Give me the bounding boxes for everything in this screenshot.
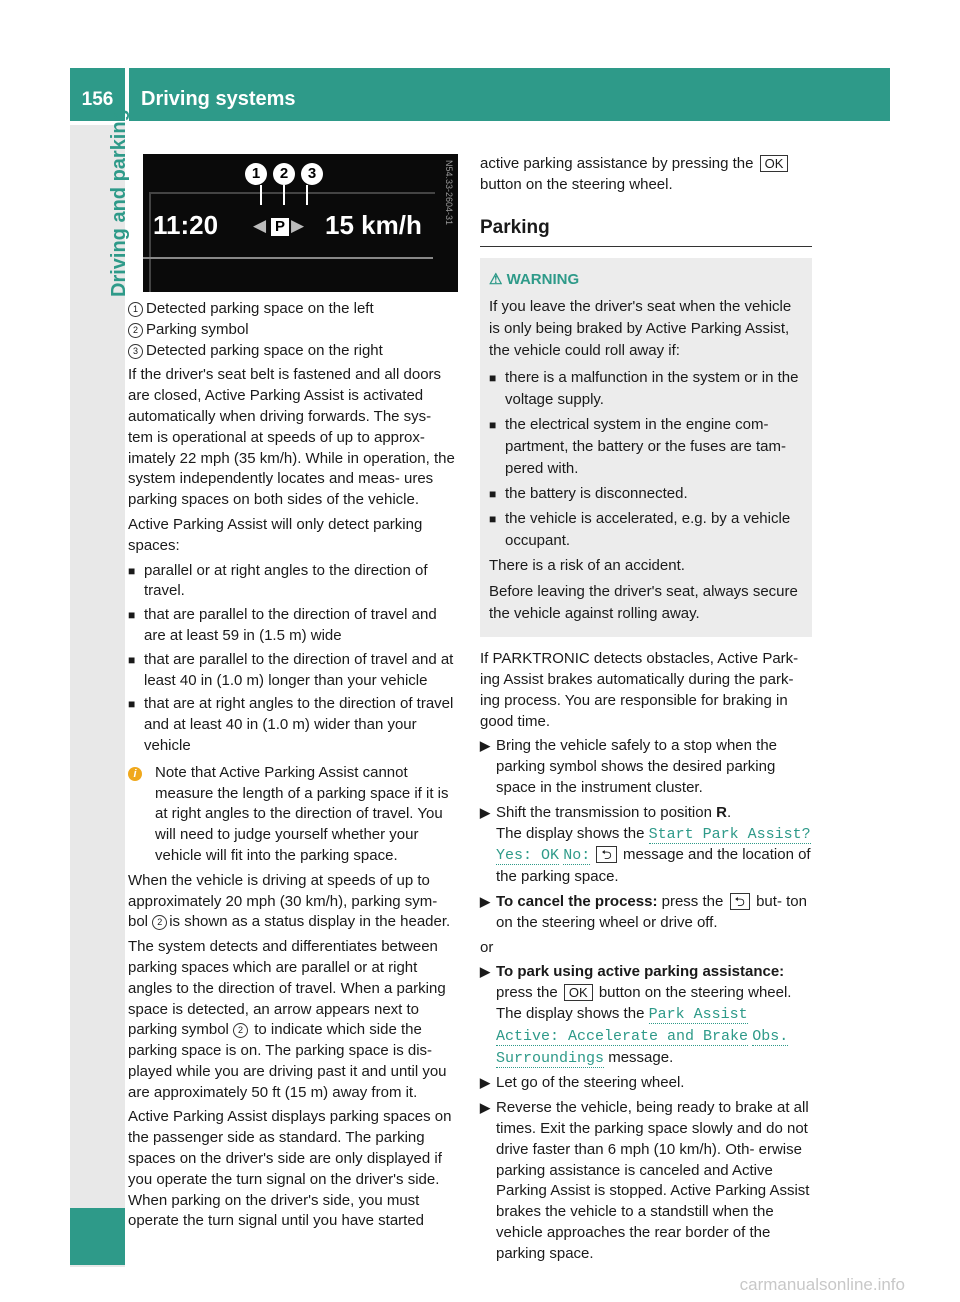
warning-box: [480, 258, 812, 637]
list-item-text: the electrical system in the engine com- partment, the battery or the fuses are tam- pered with.: [505, 416, 786, 478]
list-item-text: the battery is disconnected.: [505, 485, 688, 503]
legend-item: [128, 320, 460, 341]
circled-2: 2: [233, 1023, 248, 1038]
legend-item: [128, 299, 460, 320]
info-note-text: Note that Active Parking Assist cannot measure the length of a parking space if it is at right angles to the direction of travel. You will need to judge yourself whether your vehicle will fit into the parking space.: [155, 763, 449, 864]
figure-code: [442, 160, 454, 288]
warning-icon: ⚠: [489, 271, 503, 289]
list-item-text: there is a malfunction in the system or in the voltage supply.: [505, 369, 799, 409]
paragraph: If PARKTRONIC detects obstacles, Active Park- ing Assist brakes automatically during the park- ing process. You are responsible for braking in good time.: [480, 650, 799, 730]
back-key-icon: ⮌: [730, 893, 750, 910]
list-item: ■ there is a malfunction in the system or in the voltage supply.: [489, 367, 803, 411]
left-column: [128, 299, 460, 1236]
display-divider: [143, 257, 433, 259]
sidebar-section-label: Driving and parking: [108, 109, 130, 297]
step-text: To park using active parking assistance: press the OK button on the steering wheel. The display shows the Park Assist Active: Accelerate and Brake Obs. Surroundings message.: [496, 963, 792, 1067]
list-item-text: the vehicle is accelerated, e.g. by a vehicle occupant.: [505, 510, 791, 550]
list-item: ■ the electrical system in the engine com- partment, the battery or the fuses are tam- pered with.: [489, 414, 803, 480]
paragraph: or: [480, 938, 494, 956]
paragraph-text: The system detects and differentiates between parking spaces which are parallel or at right angles to the direction of travel. When a parking space is detected, an arrow appears next to parking symbol: [128, 938, 446, 1039]
step-item: ▶ To park using active parking assistance: press the OK button on the steering wheel. The display shows the Park Assist Active: Accelerate and Brake Obs. Surroundings message.: [480, 962, 812, 1069]
sidebar-marker: [70, 1208, 125, 1265]
paragraph: If the driver's seat belt is fastened and all doors are closed, Active Parking Assist is activated automatically when driving forwards. The sys- tem is operational at speeds of up to approx- imately 22 mph (35 km/h). While in operation, the system independently locates and meas- ures parking spaces on both sides of the vehicle.: [128, 366, 455, 509]
ok-key-icon: OK: [564, 984, 593, 1001]
legend-text: Detected parking space on the right: [146, 341, 383, 359]
display-message: No:: [563, 847, 591, 865]
warning-title: [489, 270, 803, 291]
page-title: Driving systems: [129, 68, 890, 121]
paragraph-text: to indicate which side the parking space is on. The parking space is dis- played while you are driving past it and until you are approximately 50 ft (15 m) away from it.: [128, 1021, 447, 1101]
display-message: Obs. Surroundings: [496, 1027, 789, 1067]
list-item-text: that are parallel to the direction of travel and at least 40 in (1.0 m) longer than your vehicle: [144, 650, 454, 689]
info-icon: i: [128, 767, 142, 781]
callout-1-stem: [260, 185, 262, 205]
list-item-text: that are at right angles to the direction of travel and at least 40 in (1.0 m) wider than your vehicle: [144, 695, 454, 754]
step-text: Bring the vehicle safely to a stop when the parking symbol shows the desired parking space in the instrument cluster.: [496, 737, 778, 796]
list-item: ■ that are parallel to the direction of travel and at least 40 in (1.0 m) longer than your vehicle: [128, 650, 460, 692]
info-note: [128, 763, 460, 867]
section-heading: Parking: [480, 216, 550, 238]
paragraph-text: is shown as a status display in the header.: [169, 913, 451, 931]
warning-body: [489, 296, 803, 625]
right-column: [480, 154, 812, 1269]
right-arrow-icon: ▶: [291, 216, 305, 235]
list-item: ■ the battery is disconnected.: [489, 483, 803, 505]
legend-item: [128, 341, 460, 362]
legend-text: Parking symbol: [146, 320, 249, 338]
list-item-text: that are parallel to the direction of travel and are at least 59 in (1.5 m) wide: [144, 606, 437, 644]
step-item: ▶ To cancel the process: press the ⮌ but- ton on the steering wheel or drive off.: [480, 892, 812, 934]
circled-2: 2: [152, 915, 167, 930]
step-item: ▶ Shift the transmission to position R. The display shows the Start Park Assist? Yes: OK No: ⮌ message and the location of the parking space.: [480, 803, 812, 888]
back-key-icon: ⮌: [596, 846, 616, 863]
page-number: 156: [70, 68, 125, 121]
warning-title-text: WARNING: [506, 271, 580, 289]
callout-1: 1: [245, 163, 267, 185]
sidebar-section: [70, 109, 130, 305]
display-message: Start Park Assist?: [648, 825, 811, 843]
paragraph-text: When the vehicle is driving at speeds of up to approximately 20 mph (30 km/h), parking sym- bol: [128, 871, 438, 931]
paragraph: Before leaving the driver's seat, always secure the vehicle against rolling away.: [489, 583, 798, 623]
list-item: ■ the vehicle is accelerated, e.g. by a vehicle occupant.: [489, 508, 803, 552]
paragraph: If you leave the driver's seat when the vehicle is only being braked by Active Parking Assist, the vehicle could roll away if:: [489, 298, 792, 360]
list-item-text: parallel or at right angles to the direction of travel.: [144, 561, 428, 600]
paragraph: [480, 154, 812, 196]
paragraph: Active Parking Assist will only detect parking spaces:: [128, 515, 423, 554]
paragraph: [128, 937, 460, 1103]
callout-3: 3: [301, 163, 323, 185]
legend-num: 3: [128, 344, 143, 359]
legend-num: 1: [128, 302, 143, 317]
step-text: To cancel the process: press the ⮌ but- ton on the steering wheel or drive off.: [496, 892, 807, 931]
step-item: ▶ Bring the vehicle safely to a stop when the parking symbol shows the desired parking space in the instrument cluster.: [480, 736, 812, 798]
display-frame: [149, 192, 435, 292]
paragraph: There is a risk of an accident.: [489, 557, 685, 575]
step-item: ▶ Reverse the vehicle, being ready to brake at all times. Exit the parking space slowly and do not drive faster than 6 mph (10 km/h). Oth- erwise parking assistance is canceled and Active Parking Assist is stopped. Active Parking Assist brakes the vehicle to a standstill when the vehicle approaches the rear border of the parking space.: [480, 1098, 812, 1264]
paragraph: Active Parking Assist displays parking spaces on the passenger side as standard. The parking spaces on the driver's side are only displayed if you operate the turn signal on the driver's side. When parking on the driver's side, you must operate the turn signal until you have started: [128, 1108, 452, 1230]
list-item: ■ that are at right angles to the direction of travel and at least 40 in (1.0 m) wider than your vehicle: [128, 694, 460, 756]
paragraph: [128, 871, 460, 933]
paragraph-text: active parking assistance by pressing the: [480, 155, 754, 172]
parking-symbol: P: [271, 218, 289, 236]
legend-num: 2: [128, 323, 143, 338]
legend-text: Detected parking space on the left: [146, 300, 374, 317]
display-message: Yes: OK: [496, 847, 560, 865]
step-text: Reverse the vehicle, being ready to brake at all times. Exit the parking space slowly and do not drive faster than 6 mph (10 km/h). Oth- erwise parking assistance is canceled and Active Parking Assist is stopped. Active Parking Assist brakes the vehicle to a standstill when the vehicle approaches the rear border of the parking space.: [496, 1099, 810, 1262]
display-message: Park Assist Active: Accelerate and Brake: [496, 1005, 749, 1045]
instrument-cluster-figure: [143, 154, 458, 292]
step-item: ▶ Let go of the steering wheel.: [480, 1073, 812, 1094]
paragraph-text: button on the steering wheel.: [480, 175, 673, 193]
list-item: ■ parallel or at right angles to the direction of travel.: [128, 561, 460, 603]
display-time: 11:20: [153, 210, 219, 240]
footer-watermark: carmanualsonline.info: [739, 1275, 905, 1294]
callout-3-stem: [306, 185, 308, 205]
list-item: ■ that are parallel to the direction of travel and are at least 59 in (1.5 m) wide: [128, 605, 460, 647]
ok-key-icon: OK: [760, 155, 789, 172]
step-text: Let go of the steering wheel.: [496, 1074, 685, 1092]
step-text: Shift the transmission to position R. The display shows the Start Park Assist? Yes: OK No: ⮌ message and the location of the parking space.: [496, 803, 811, 886]
callout-2: 2: [273, 163, 295, 185]
figure-code-text: N54.33-2604-31: [444, 160, 454, 226]
callout-2-stem: [283, 185, 285, 205]
display-speed: 15 km/h: [325, 210, 422, 240]
left-arrow-icon: ◀: [253, 216, 267, 235]
